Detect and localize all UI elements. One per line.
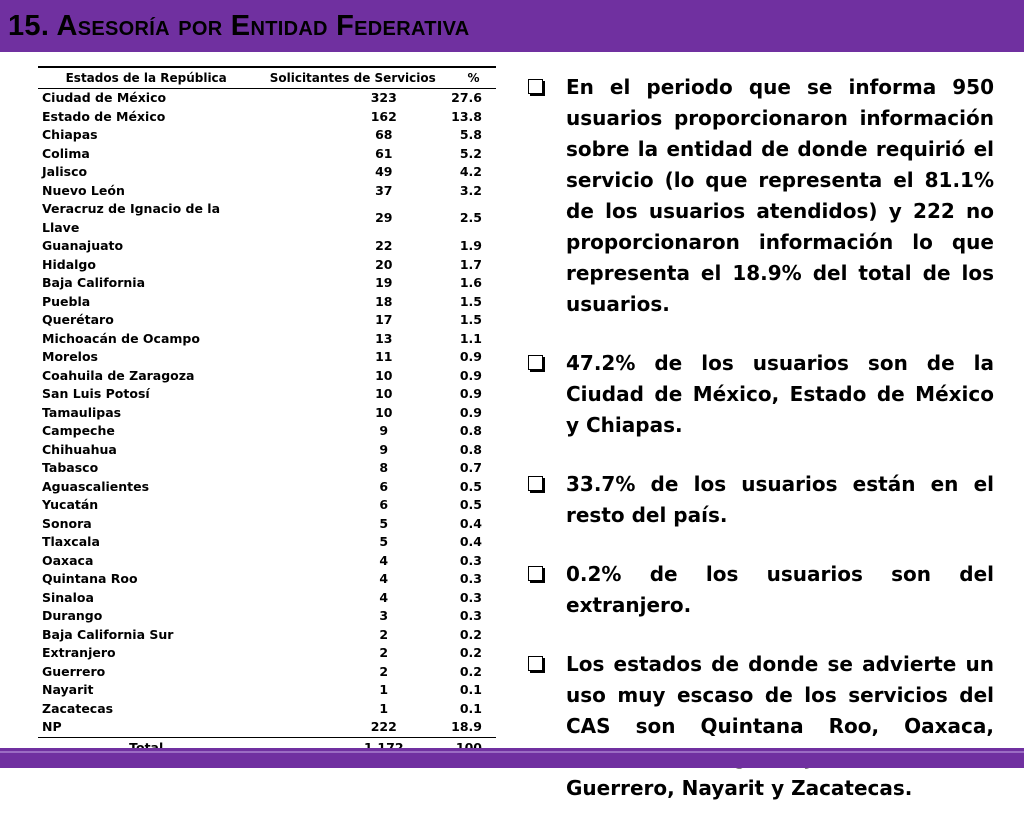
table-row	[38, 700, 496, 719]
table-row	[38, 126, 496, 145]
bullet-text: Los estados de donde se advierte un uso muy escaso de los servicios del CAS son Quintana Roo, Oaxaca, Guerrero, Nayarit y Zacatecas.	[566, 652, 994, 800]
state-cell: Extranjero	[42, 645, 116, 660]
table-row	[38, 293, 496, 312]
bullet-text: 47.2% de los usuarios son de la Ciudad de México, Estado de México y Chiapas.	[566, 351, 994, 437]
table-row	[38, 663, 496, 682]
state-cell: Guanajuato	[42, 238, 124, 253]
bullet-text: En el periodo que se informa 950 usuarios proporcionaron información sobre la entidad de donde requirió el servicio (lo que representa el 81.1% de los usuarios atendidos) y 222 no proporcionaron información lo que representa el 18.9% del total de los usuarios.	[566, 75, 994, 316]
percent-cell: 4.2	[459, 164, 482, 179]
state-cell: Nuevo León	[42, 182, 125, 198]
percent-cell: 1.5	[459, 312, 482, 327]
title-bar	[0, 0, 1024, 52]
requests-cell: 17	[375, 312, 393, 327]
state-cell: Campeche	[42, 423, 115, 438]
table-row	[38, 718, 496, 737]
table-header-row	[38, 67, 496, 89]
requests-cell: 3	[379, 608, 389, 623]
requests-cell: 61	[375, 145, 393, 161]
percent-cell: 1.5	[459, 293, 482, 309]
bullet-text: 33.7% de los usuarios están en el resto del país.	[566, 472, 994, 527]
requests-cell: 10	[375, 386, 393, 401]
table-row	[38, 89, 496, 108]
percent-cell: 0.3	[459, 589, 482, 605]
state-cell: Hidalgo	[42, 256, 96, 272]
table-row	[38, 367, 496, 386]
table-row	[38, 256, 496, 275]
table-row	[38, 108, 496, 127]
table-row	[38, 274, 496, 293]
table-row	[38, 515, 496, 534]
percent-cell: 0.9	[459, 404, 482, 420]
table-row	[38, 182, 496, 201]
table-body	[38, 89, 496, 738]
state-cell: Quintana Roo	[42, 571, 138, 586]
table-row	[38, 237, 496, 256]
table-row	[38, 163, 496, 182]
column-header-state: Estados de la República	[38, 67, 254, 89]
bullet-item	[524, 72, 994, 320]
state-cell: Colima	[42, 145, 90, 161]
bullet-item	[524, 348, 994, 441]
requests-cell: 1	[379, 682, 389, 697]
requests-cell: 13	[375, 330, 393, 346]
requests-cell: 5	[379, 515, 389, 531]
percent-cell: 27.6	[451, 90, 482, 105]
percent-cell: 3.2	[459, 182, 482, 198]
states-table	[38, 66, 496, 760]
state-cell: Puebla	[42, 293, 91, 309]
state-cell: Zacatecas	[42, 700, 114, 716]
table-row	[38, 422, 496, 441]
requests-cell: 323	[370, 90, 397, 105]
state-cell: Yucatán	[42, 497, 99, 512]
percent-cell: 5.2	[459, 145, 482, 161]
column-header-percent: %	[451, 67, 496, 89]
square-bullet-icon	[528, 79, 543, 94]
table-row	[38, 404, 496, 423]
requests-cell: 9	[379, 423, 389, 438]
percent-cell: 0.4	[459, 534, 482, 549]
bottom-stripe	[0, 751, 1024, 753]
percent-cell: 0.5	[459, 497, 482, 512]
percent-cell: 5.8	[459, 127, 482, 142]
requests-cell: 37	[375, 182, 393, 198]
state-cell: Tamaulipas	[42, 404, 122, 420]
table-row	[38, 533, 496, 552]
requests-cell: 10	[375, 367, 393, 383]
requests-cell: 2	[379, 645, 389, 660]
percent-cell: 0.8	[459, 441, 482, 457]
table-row	[38, 589, 496, 608]
state-cell: Jalisco	[42, 164, 88, 179]
requests-cell: 8	[379, 460, 389, 475]
square-bullet-icon	[528, 566, 543, 581]
table-row	[38, 681, 496, 700]
state-cell: Coahuila de Zaragoza	[42, 367, 195, 383]
bullet-item	[524, 469, 994, 531]
percent-cell: 0.3	[459, 552, 482, 568]
table-row	[38, 348, 496, 367]
state-cell: Sinaloa	[42, 589, 94, 605]
state-cell: Nayarit	[42, 682, 94, 697]
state-cell: Tabasco	[42, 460, 99, 475]
requests-cell: 9	[379, 441, 389, 457]
state-cell: Baja California Sur	[42, 626, 174, 642]
requests-cell: 4	[379, 552, 389, 568]
page-title: 15. Asesoría por Entidad Federativa	[8, 10, 470, 42]
bullet-item	[524, 649, 994, 804]
requests-cell: 2	[379, 626, 389, 642]
requests-cell: 11	[375, 349, 393, 364]
percent-cell: 0.9	[459, 386, 482, 401]
percent-cell: 1.6	[459, 275, 482, 290]
percent-cell: 13.8	[451, 108, 482, 124]
percent-cell: 1.7	[459, 256, 482, 272]
table-row	[38, 552, 496, 571]
requests-cell: 29	[375, 210, 393, 226]
percent-cell: 1.1	[459, 330, 482, 346]
state-cell: Chihuahua	[42, 441, 117, 457]
state-cell: San Luis Potosí	[42, 386, 150, 401]
state-cell: Durango	[42, 608, 103, 623]
square-bullet-icon	[528, 355, 543, 370]
percent-cell: 0.4	[459, 515, 482, 531]
state-cell: Querétaro	[42, 312, 114, 327]
percent-cell: 0.7	[459, 460, 482, 475]
bullet-text: 0.2% de los usuarios son del extranjero.	[566, 562, 994, 617]
state-cell: Guerrero	[42, 663, 106, 679]
requests-cell: 10	[375, 404, 393, 420]
table-row	[38, 441, 496, 460]
requests-cell: 6	[379, 497, 389, 512]
state-cell: Oaxaca	[42, 552, 94, 568]
percent-cell: 0.2	[459, 645, 482, 660]
requests-cell: 22	[375, 238, 393, 253]
bullet-item	[524, 559, 994, 621]
state-cell: Tlaxcala	[42, 534, 100, 549]
bullet-list	[524, 72, 994, 832]
requests-cell: 6	[379, 478, 389, 494]
state-cell: Morelos	[42, 349, 98, 364]
requests-cell: 162	[370, 108, 397, 124]
table-row	[38, 496, 496, 515]
table-row	[38, 644, 496, 663]
state-cell: Baja California	[42, 275, 146, 290]
requests-cell: 222	[254, 718, 451, 737]
requests-cell: 5	[379, 534, 389, 549]
state-cell: Ciudad de México	[42, 90, 167, 105]
state-cell: Chiapas	[42, 127, 98, 142]
table-row	[38, 478, 496, 497]
percent-cell: 0.3	[459, 608, 482, 623]
percent-cell: 0.2	[459, 626, 482, 642]
percent-cell: 18.9	[451, 718, 496, 737]
state-cell: Sonora	[42, 515, 92, 531]
bottom-bar	[0, 748, 1024, 768]
table-row	[38, 200, 496, 237]
table-row	[38, 607, 496, 626]
requests-cell: 4	[379, 571, 389, 586]
table-row	[38, 330, 496, 349]
percent-cell: 0.8	[459, 423, 482, 438]
table-row	[38, 145, 496, 164]
state-cell: Aguascalientes	[42, 478, 150, 494]
requests-cell: 1	[379, 700, 389, 716]
percent-cell: 0.2	[459, 663, 482, 679]
requests-cell: 4	[379, 589, 389, 605]
percent-cell: 1.9	[459, 238, 482, 253]
requests-cell: 49	[375, 164, 393, 179]
column-header-requests: Solicitantes de Servicios	[254, 67, 451, 89]
square-bullet-icon	[528, 656, 543, 671]
requests-cell: 68	[375, 127, 393, 142]
table-row	[38, 626, 496, 645]
square-bullet-icon	[528, 476, 543, 491]
state-cell: Estado de México	[42, 108, 166, 124]
percent-cell: 0.9	[459, 367, 482, 383]
state-cell: Michoacán de Ocampo	[42, 330, 200, 346]
state-cell: Veracruz de Ignacio de la Llave	[42, 201, 221, 235]
percent-cell: 0.1	[459, 700, 482, 716]
percent-cell: 2.5	[459, 210, 482, 226]
table-row	[38, 570, 496, 589]
percent-cell: 0.5	[459, 478, 482, 494]
requests-cell: 19	[375, 275, 393, 290]
table-row	[38, 459, 496, 478]
percent-cell: 0.9	[459, 349, 482, 364]
percent-cell: 0.1	[459, 682, 482, 697]
percent-cell: 0.3	[459, 571, 482, 586]
table-row	[38, 311, 496, 330]
requests-cell: 2	[379, 663, 389, 679]
requests-cell: 18	[375, 293, 393, 309]
table-row	[38, 385, 496, 404]
state-cell: NP	[38, 718, 254, 737]
states-table-container	[38, 66, 496, 760]
requests-cell: 20	[375, 256, 393, 272]
